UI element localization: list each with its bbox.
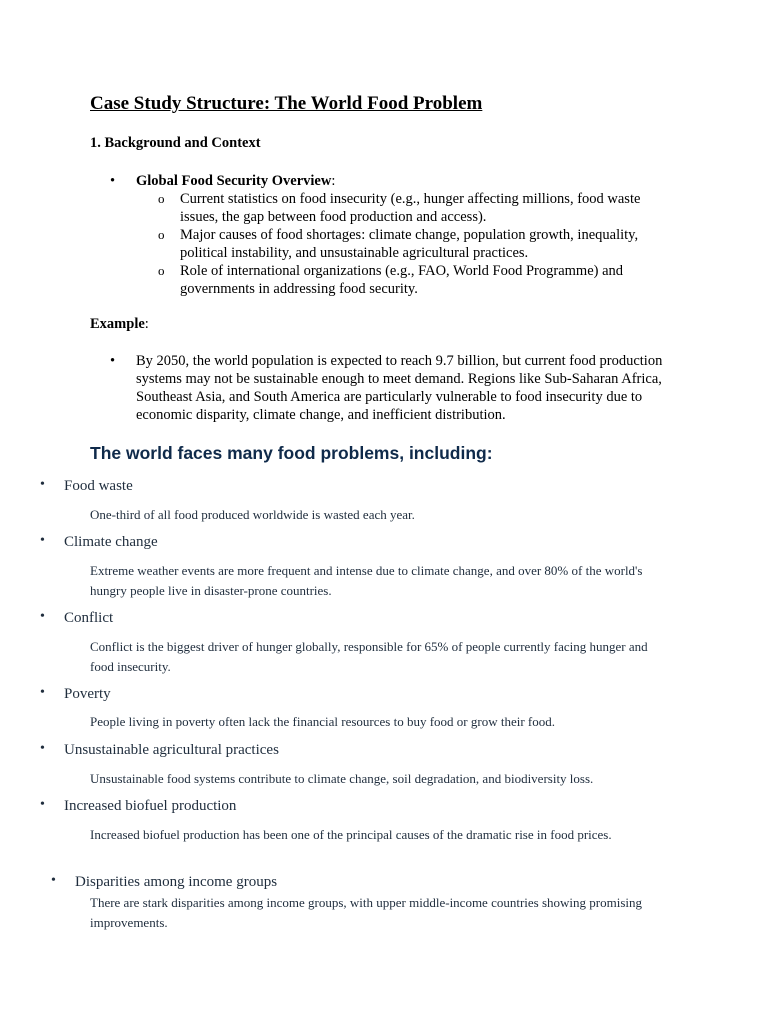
problem-description: Unsustainable food systems contribute to climate change, soil degradation, and biodiversity loss. xyxy=(90,771,594,786)
problem-label: Climate change xyxy=(64,534,158,550)
sub-item-text: Role of international organizations (e.g., FAO, World Food Programme) and governments in addressing food security. xyxy=(180,263,624,297)
problems-heading: The world faces many food problems, including: xyxy=(90,443,493,463)
bullet-icon: • xyxy=(40,609,45,624)
sub-item-text: Current statistics on food insecurity (e.g., hunger affecting millions, food waste issues, the gap between food production and access). xyxy=(180,191,641,225)
example-label: Example: xyxy=(90,316,149,332)
problem-description: One-third of all food produced worldwide is wasted each year. xyxy=(90,507,415,522)
sub-item-text: Major causes of food shortages: climate change, population growth, inequality, political instability, and unsustainable agricultural practices. xyxy=(180,227,639,261)
problem-description: Extreme weather events are more frequent and intense due to climate change, and over 80% of the world's hungry people live in disaster-prone countries. xyxy=(90,563,643,598)
problem-description: Increased biofuel production has been one of the principal causes of the dramatic rise in food prices. xyxy=(90,827,612,842)
overview-label: Global Food Security Overview: xyxy=(136,173,336,189)
bullet-icon: • xyxy=(40,797,45,812)
problem-description: People living in poverty often lack the financial resources to buy food or grow their food. xyxy=(90,714,555,729)
problem-label: Increased biofuel production xyxy=(64,798,237,814)
section-heading: 1. Background and Context xyxy=(90,135,261,151)
example-text: By 2050, the world population is expected to reach 9.7 billion, but current food production systems may not be sustainable enough to meet demand. Regions like Sub-Saharan Africa, Southeast Asia, and South America are particularly vulnerable to food insecurity due to economic disparity, climate change, and inefficient distribution. xyxy=(136,353,663,423)
problem-description: Conflict is the biggest driver of hunger globally, responsible for 65% of people currently facing hunger and food insecurity. xyxy=(90,639,648,674)
sub-bullet-icon: o xyxy=(158,191,165,206)
bullet-icon: • xyxy=(40,477,45,492)
problem-label: Unsustainable agricultural practices xyxy=(64,742,279,758)
sub-bullet-icon: o xyxy=(158,263,165,278)
bullet-icon: • xyxy=(110,173,116,189)
bullet-icon: • xyxy=(51,873,56,888)
bullet-icon: • xyxy=(40,685,45,700)
problem-description: There are stark disparities among income groups, with upper middle-income countries showing promising improvements. xyxy=(90,895,643,930)
page-title: Case Study Structure: The World Food Problem xyxy=(90,93,483,114)
problem-label: Disparities among income groups xyxy=(75,874,278,890)
problem-label: Conflict xyxy=(64,610,114,626)
bullet-icon: • xyxy=(40,533,45,548)
problem-label: Poverty xyxy=(64,686,111,702)
bullet-icon: • xyxy=(110,353,116,369)
sub-bullet-icon: o xyxy=(158,227,165,242)
bullet-icon: • xyxy=(40,741,45,756)
problem-label: Food waste xyxy=(64,478,133,494)
